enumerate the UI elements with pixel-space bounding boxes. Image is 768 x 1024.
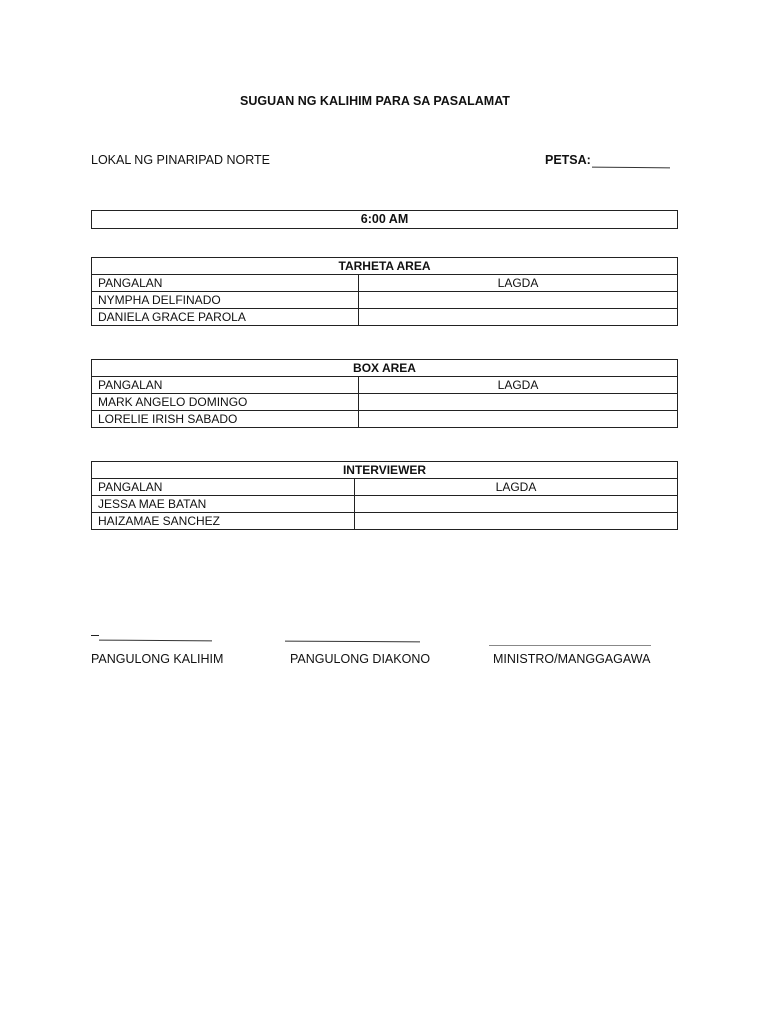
name-cell: JESSA MAE BATAN [92, 496, 355, 513]
lokal-name: LOKAL NG PINARIPAD NORTE [91, 153, 270, 167]
petsa-blank-line [592, 167, 670, 169]
table-header-row [92, 377, 678, 394]
name-cell: NYMPHA DELFINADO [92, 292, 359, 309]
table-row [92, 292, 678, 309]
table-row [92, 513, 678, 530]
dash-mark [91, 635, 99, 636]
table-heading-row [92, 462, 678, 479]
table-row [92, 309, 678, 326]
signature-label-ministro: MINISTRO/MANGGAGAWA [493, 652, 651, 666]
box-area-table [91, 359, 678, 428]
signature-label-kalihim: PANGULONG KALIHIM [91, 652, 224, 666]
document-title: SUGUAN NG KALIHIM PARA SA PASALAMAT [240, 94, 510, 108]
column-header-name: PANGALAN [92, 275, 359, 292]
table-heading-row [92, 258, 678, 275]
signature-cell[interactable] [359, 292, 678, 309]
name-cell: MARK ANGELO DOMINGO [92, 394, 359, 411]
name-cell: HAIZAMAE SANCHEZ [92, 513, 355, 530]
column-header-sign: LAGDA [359, 377, 678, 394]
name-cell: DANIELA GRACE PAROLA [92, 309, 359, 326]
table-header-row [92, 275, 678, 292]
signature-label-diakono: PANGULONG DIAKONO [290, 652, 431, 666]
table-row [92, 394, 678, 411]
table-row [92, 411, 678, 428]
name-cell: LORELIE IRISH SABADO [92, 411, 359, 428]
column-header-sign: LAGDA [359, 275, 678, 292]
column-header-name: PANGALAN [92, 479, 355, 496]
table-header-row [92, 479, 678, 496]
signature-cell[interactable] [359, 411, 678, 428]
petsa-label: PETSA: [545, 153, 591, 167]
table-row [92, 496, 678, 513]
tarheta-area-table [91, 257, 678, 326]
signature-cell[interactable] [359, 309, 678, 326]
signature-cell[interactable] [355, 496, 678, 513]
section-heading: INTERVIEWER [92, 462, 678, 479]
signature-line-diakono [285, 641, 420, 643]
time-header: 6:00 AM [91, 210, 678, 229]
signature-line-kalihim [99, 640, 212, 642]
interviewer-table [91, 461, 678, 530]
column-header-name: PANGALAN [92, 377, 359, 394]
signature-cell[interactable] [359, 394, 678, 411]
section-heading: TARHETA AREA [92, 258, 678, 275]
signature-cell[interactable] [355, 513, 678, 530]
signature-line-ministro [489, 645, 651, 646]
table-heading-row [92, 360, 678, 377]
section-heading: BOX AREA [92, 360, 678, 377]
column-header-sign: LAGDA [355, 479, 678, 496]
